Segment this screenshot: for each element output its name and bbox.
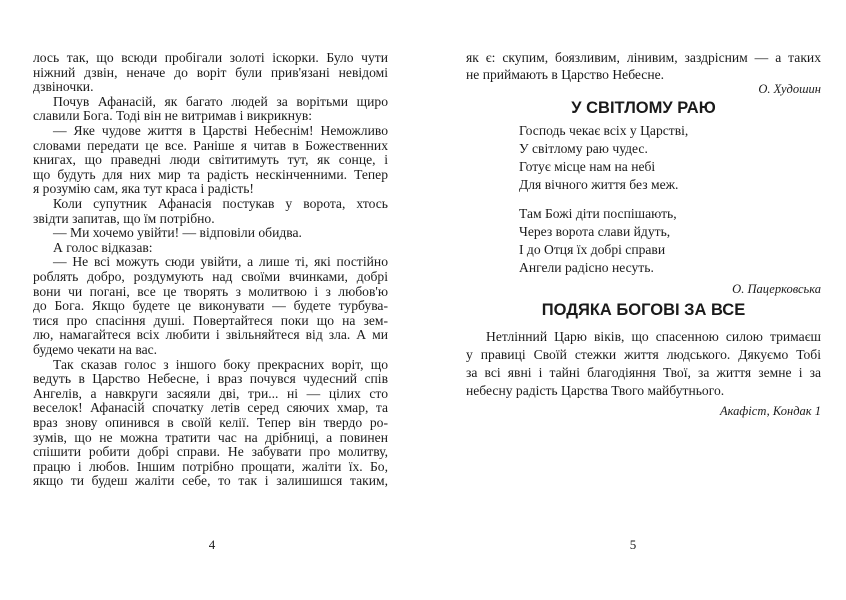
text-line: тися про спасіння душі. Повертайтеся поки що на зем-: [33, 312, 388, 328]
poem-line: Через ворота слави йдуть,: [519, 224, 671, 239]
text-line: звідти запитав, що їм потрібно.: [33, 210, 215, 226]
poem-line: Готує місце нам на небі: [519, 159, 656, 174]
text-line: якщо ти будеш жаліти себе, то так і залишишся таким,: [33, 473, 388, 489]
text-line: лю, намагайтеся всіх любити і звільняйтеся від зла. А ми: [33, 327, 388, 343]
text-line: ніжний дзвін, неначе до воріт були прив'язані невідомі: [33, 64, 388, 80]
poem-line: Ангели радісно несуть.: [519, 260, 654, 275]
text-line: славили Бога. Тоді він не витримав і викрикнув:: [33, 108, 313, 124]
text-line: книгах, що праведні люди світитимуть тут, як сонце, і: [33, 152, 388, 168]
text-line: зумів, що не можна тратити час на дрібниці, а повинен: [33, 429, 388, 445]
text-line: Так сказав голос з іншого боку прекрасних воріт, що: [53, 356, 388, 372]
poem-author: О. Пацерковська: [732, 282, 821, 296]
poem-line: У світлому раю чудес.: [519, 141, 648, 156]
text-line: Почув Афанасій, як багато людей за ворітьми щиро: [53, 93, 388, 109]
poem-title: У СВІТЛОМУ РАЮ: [571, 99, 716, 117]
text-line: — Яке чудове життя в Царстві Небеснім! Неможливо: [53, 123, 388, 138]
poem-line: Там Божі діти поспішають,: [519, 206, 677, 221]
story-end-line: як є: скупим, боязливим, лінивим, заздрісним — а таких: [466, 50, 821, 65]
text-line: веселок! Афанасій спочатку летів серед сяючих хмар, та: [33, 400, 388, 416]
text-line: що будуть для них мир та радість нескінченними. Тепер: [33, 166, 388, 182]
poem-line: Для вічного життя без меж.: [519, 177, 679, 192]
right-page: [423, 0, 846, 600]
text-line: спішити робити добрі справи. Не забувати про молитву,: [33, 444, 388, 460]
text-line: працю і любов. Іншим потрібно прощати, жаліти їх. Бо,: [33, 458, 388, 474]
text-line: А голос відказав:: [53, 239, 153, 255]
text-line: враз знову опинився в своїй келії. Тепер він твердо ро-: [33, 415, 388, 430]
text-line: дзвіночки.: [33, 79, 94, 95]
story-end-line: не приймають в Царство Небесне.: [466, 67, 665, 82]
text-line: — Ми хочемо увійти! — відповіли обидва.: [53, 225, 302, 241]
text-line: Коли супутник Афанасія постукав у ворота, хтось: [53, 196, 388, 211]
prayer-source: Акафіст, Кондак 1: [720, 404, 821, 418]
text-line: словами передати це все. Раніше я читав в Божественних: [33, 137, 388, 153]
prayer-line: за всі явні і тайні благодіяння Твої, за життя земне і за: [466, 365, 821, 380]
page-number-right: 5: [629, 537, 637, 552]
poem-line: І до Отця їх добрі справи: [519, 242, 666, 257]
text-line: роблять добро, роздумують над своїми вчинками, добрі: [33, 269, 388, 284]
poem-line: Господь чекає всіх у Царстві,: [519, 123, 689, 138]
text-line: я розумію сам, яка тут краса і радість!: [33, 181, 254, 197]
prayer-line: Нетлінний Царю віків, що спасенною силою тримаєш: [486, 329, 821, 344]
text-line: — Не всі можуть сюди увійти, а лише ті, які постійно: [53, 254, 388, 270]
text-line: лось так, що всюди пробігали золоті іскорки. Було чути: [33, 50, 388, 65]
text-line: до Бога. Якщо будете це виконувати — будете турбува-: [33, 298, 388, 314]
text-line: вони чи погані, все це творять з молитвою і з любов'ю: [33, 283, 388, 299]
text-line: будемо чекати на вас.: [33, 342, 158, 357]
page-number-left: 4: [208, 537, 216, 552]
text-line: Ангелів, а навкруги засяяли дві, три... ні — цілих сто: [33, 385, 388, 401]
story-author: О. Худошин: [758, 82, 821, 96]
text-line: ведуть в Царство Небесне, і враз почувся чудесний спів: [33, 371, 388, 387]
prayer-line: у правиці Своїй стежки життя людського. Дякуємо Тобі: [466, 347, 821, 362]
prayer-line: небесну радість Царства Твого майбутнього.: [466, 383, 725, 398]
prayer-title: ПОДЯКА БОГОВІ ЗА ВСЕ: [541, 301, 746, 319]
